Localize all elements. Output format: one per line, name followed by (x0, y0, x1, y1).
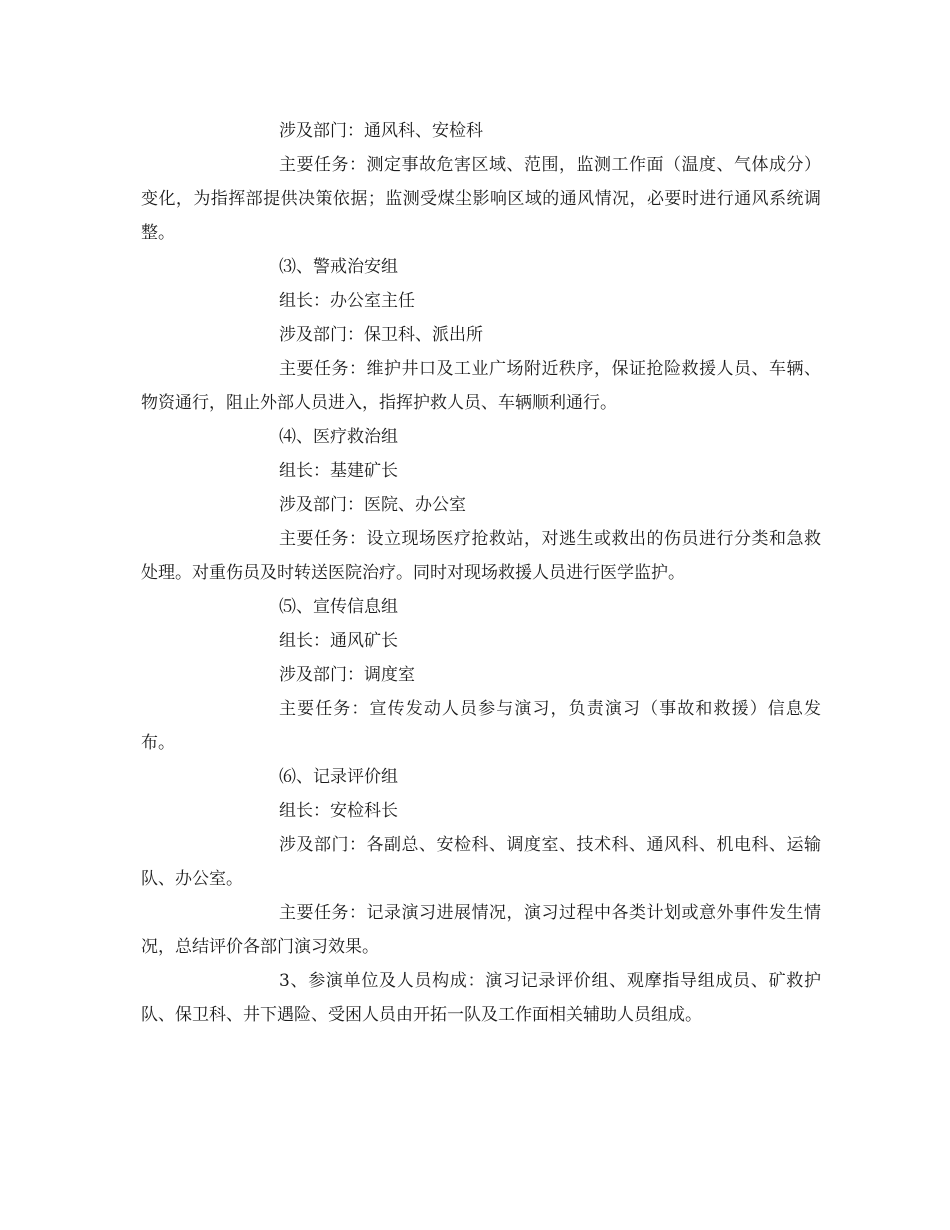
heading-security-group: ⑶、警戒治安组 (279, 257, 398, 277)
paragraph-departments-ventilation: 涉及部门：通风科、安检科 (279, 121, 483, 141)
paragraph-task-publicity: 主要任务：宣传发动人员参与演习，负责演习（事故和救援）信息发布。 (141, 699, 821, 753)
paragraph-leader-security: 组长：办公室主任 (279, 291, 415, 311)
heading-medical-group: ⑷、医疗救治组 (279, 427, 398, 447)
paragraph-task-medical: 主要任务：设立现场医疗抢救站，对逃生或救出的伤员进行分类和急救处理。对重伤员及时转送医院治疗。同时对现场救援人员进行医学监护。 (141, 529, 821, 583)
document-body (141, 114, 821, 1032)
paragraph-participants: 3、参演单位及人员构成：演习记录评价组、观摩指导组成员、矿救护队、保卫科、井下遇险、受困人员由开拓一队及工作面相关辅助人员组成。 (141, 971, 821, 1025)
paragraph-leader-medical: 组长：基建矿长 (279, 461, 398, 481)
paragraph-departments-publicity: 涉及部门：调度室 (279, 665, 415, 685)
paragraph-leader-publicity: 组长：通风矿长 (279, 631, 398, 651)
paragraph-departments-evaluation: 涉及部门：各副总、安检科、调度室、技术科、通风科、机电科、运输队、办公室。 (141, 835, 821, 889)
paragraph-task-ventilation: 主要任务：测定事故危害区域、范围，监测工作面（温度、气体成分）变化，为指挥部提供决策依据；监测受煤尘影响区域的通风情况，必要时进行通风系统调整。 (141, 155, 821, 243)
heading-publicity-group: ⑸、宣传信息组 (279, 597, 398, 617)
paragraph-departments-security: 涉及部门：保卫科、派出所 (279, 325, 483, 345)
heading-evaluation-group: ⑹、记录评价组 (279, 767, 398, 787)
paragraph-leader-evaluation: 组长：安检科长 (279, 801, 398, 821)
paragraph-departments-medical: 涉及部门：医院、办公室 (279, 495, 466, 515)
paragraph-task-security: 主要任务：维护井口及工业广场附近秩序，保证抢险救援人员、车辆、物资通行，阻止外部人员进入，指挥护救人员、车辆顺利通行。 (141, 359, 821, 413)
paragraph-task-evaluation: 主要任务：记录演习进展情况，演习过程中各类计划或意外事件发生情况，总结评价各部门演习效果。 (141, 903, 821, 957)
